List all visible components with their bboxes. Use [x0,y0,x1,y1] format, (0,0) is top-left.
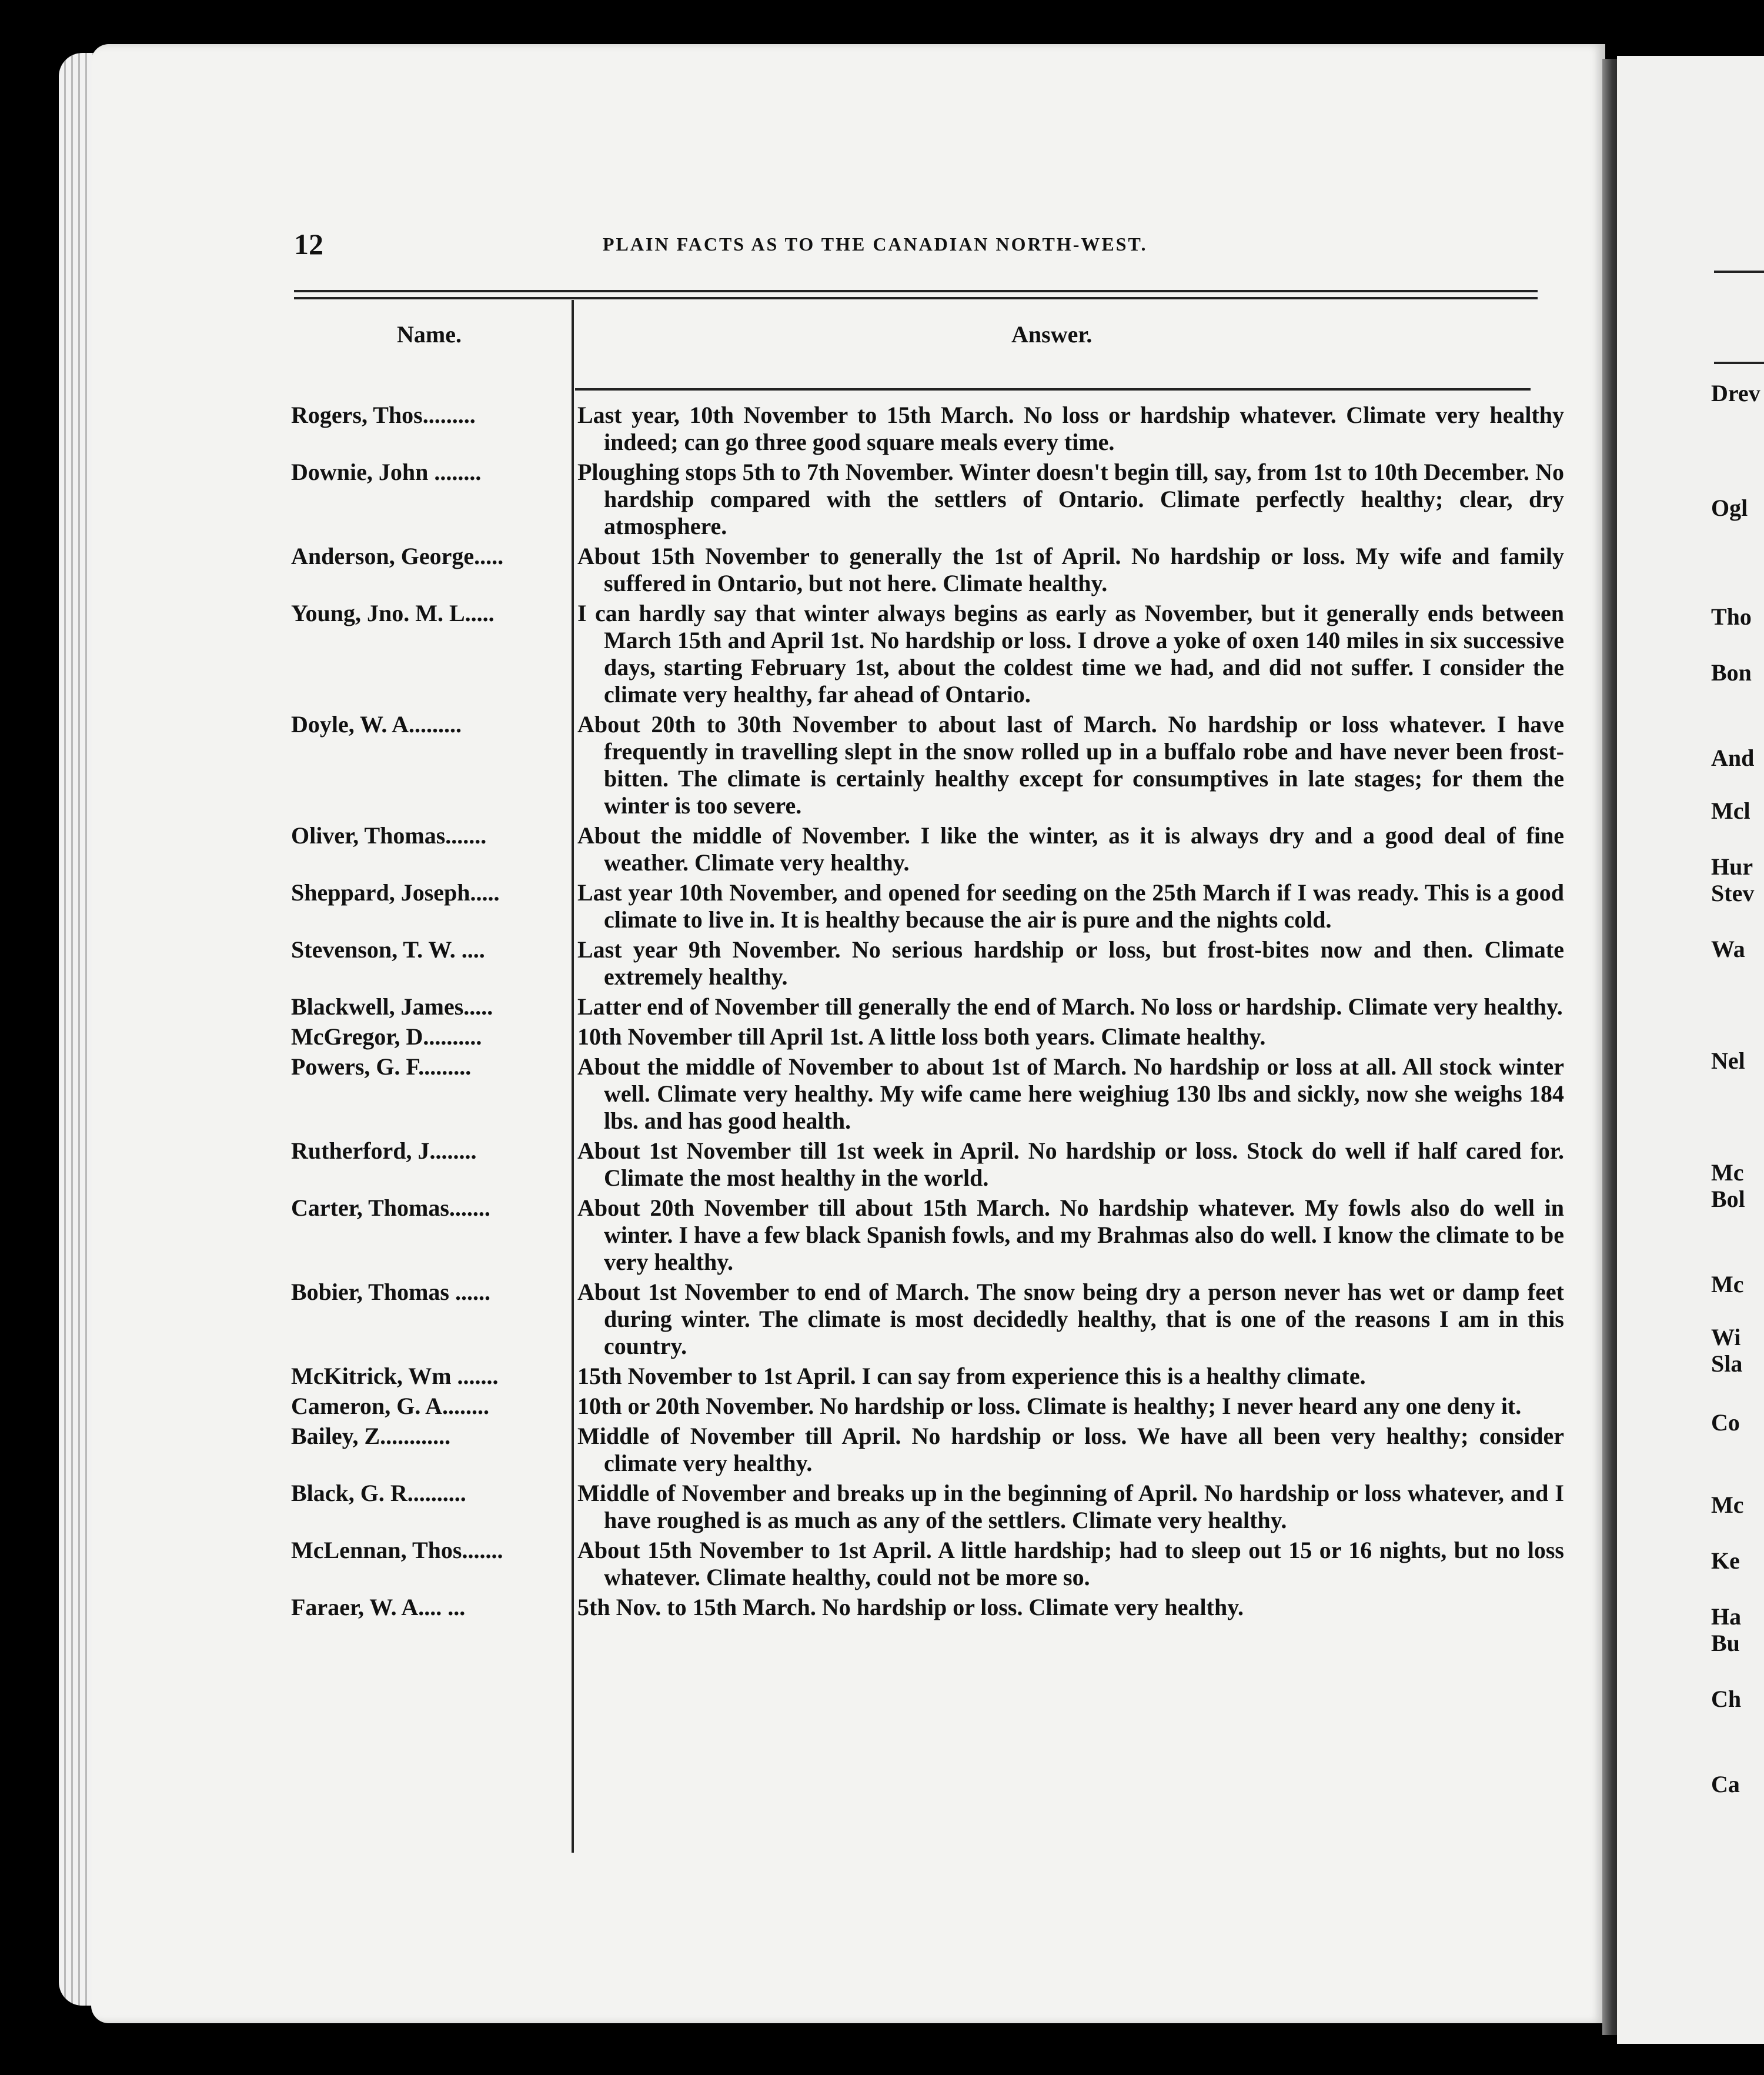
entry-name: Rogers, Thos......... [291,402,476,428]
right-page-fragment: Ke [1711,1547,1740,1574]
column-header-name: Name. [397,321,462,348]
header-rule-bottom [294,297,1538,299]
table-row [291,879,1564,933]
table-row [291,993,1563,1020]
entries-table [291,402,1564,1624]
entry-answer: About the middle of November to about 1st of March. No hardship or loss at all. All stock winter well. Climate very healthy. My wife came here weighiug 130 lbs and sickly, now she weighs 184 lbs. and has good health. [577,1053,1564,1134]
table-row [291,822,1564,876]
entry-answer: 15th November to 1st April. I can say from experience this is a healthy climate. [577,1363,1366,1389]
entry-answer: Last year 9th November. No serious hardship or loss, but frost-bites now and then. Climate extremely healthy. [577,936,1564,990]
entry-answer: 10th November till April 1st. A little loss both years. Climate healthy. [577,1023,1266,1050]
right-page-names [1711,0,1764,2075]
right-page-fragment: Wi [1711,1324,1741,1350]
right-page-fragment: Bon [1711,659,1752,686]
right-page-fragment: Co [1711,1409,1740,1436]
column-header-answer: Answer. [1011,321,1093,348]
right-page-fragment: Stev [1711,880,1755,906]
right-page-fragment: Bol [1711,1186,1745,1212]
table-row [291,1195,1564,1276]
right-page-fragment: Tho [1711,603,1752,630]
right-page-fragment: Ogl [1711,495,1748,521]
table-row [291,459,1564,540]
right-page-fragment: Nel [1711,1047,1745,1074]
table-row [291,1053,1564,1135]
entry-answer: 10th or 20th November. No hardship or loss. Climate is healthy; I never heard any one deny it. [577,1393,1522,1419]
right-page-rule-top [1714,271,1764,273]
right-page-fragment: Mcl [1711,798,1750,824]
table-row [291,1393,1538,1420]
entry-answer: I can hardly say that winter always begins as early as November, but it generally ends between March 15th and April 1st. No hardship or loss. I drove a yoke of oxen 140 miles in six successive days, starting February 1st, about the coldest time we had, and did not suffer. I consider the climate very healthy, far ahead of Ontario. [577,600,1564,708]
table-row [291,1423,1564,1477]
entry-name: Oliver, Thomas....... [291,822,487,849]
entry-name: McGregor, D.......... [291,1023,482,1050]
table-row [291,600,1564,708]
entry-answer: Last year, 10th November to 15th March. No loss or hardship whatever. Climate very healthy indeed; can go three good square meals every time. [577,402,1564,455]
entry-answer: 5th Nov. to 15th March. No hardship or loss. Climate very healthy. [577,1594,1244,1620]
entry-answer: Middle of November till April. No hardship or loss. We have all been very healthy; consider climate very healthy. [577,1423,1564,1476]
right-page-fragment: Mc [1711,1271,1744,1297]
entry-name: Downie, John ........ [291,459,482,485]
entry-name: Powers, G. F......... [291,1053,472,1080]
right-page-rule-col [1714,362,1764,364]
entry-name: Carter, Thomas....... [291,1195,490,1221]
entry-answer: About 1st November till 1st week in April. No hardship or loss. Stock do well if half cared for. Climate the most healthy in the world. [577,1137,1564,1191]
entry-name: McLennan, Thos....... [291,1537,503,1563]
running-title: PLAIN FACTS AS TO THE CANADIAN NORTH-WEST. [603,233,1148,255]
right-page-fragment: Bu [1711,1630,1740,1656]
table-row [291,1480,1564,1534]
right-page-fragment: Drev [1711,380,1760,406]
entry-name: Doyle, W. A......... [291,711,462,738]
right-page-fragment: Ha [1711,1603,1742,1630]
table-row [291,1137,1564,1192]
table-row [291,1023,1538,1050]
entry-answer: About 20th to 30th November to about last of March. No hardship or loss whatever. I have frequently in travelling slept in the snow rolled up in a buffalo robe and have never been frost-bitten. The climate is certainly healthy except for consumptives in late stages; for them the winter is too severe. [577,711,1564,819]
entry-name: Young, Jno. M. L..... [291,600,495,626]
table-row [291,936,1564,990]
entry-name: Rutherford, J........ [291,1137,477,1164]
right-page-fragment: Hur [1711,853,1753,880]
table-row [291,1537,1564,1591]
right-page-fragment: Sla [1711,1350,1743,1377]
entry-name: Bobier, Thomas ...... [291,1279,490,1305]
entry-answer: Last year 10th November, and opened for seeding on the 25th March if I was ready. This is a good climate to live in. It is healthy because the air is pure and the nights cold. [577,879,1564,933]
entry-name: Black, G. R.......... [291,1480,466,1506]
entry-name: Anderson, George..... [291,543,504,569]
table-row [291,402,1564,456]
right-page-fragment: Ch [1711,1686,1742,1712]
right-page-fragment: Ca [1711,1771,1740,1797]
page-number: 12 [294,228,323,261]
entry-name: McKitrick, Wm ....... [291,1363,499,1389]
right-page-fragment: And [1711,745,1755,771]
table-row [291,543,1564,597]
right-page-fragment: Wa [1711,936,1745,962]
entry-name: Sheppard, Joseph..... [291,879,500,906]
entry-answer: Middle of November and breaks up in the beginning of April. No hardship or loss whatever, and I have roughed is as much as any of the settlers. Climate very healthy. [577,1480,1564,1533]
entry-name: Blackwell, James..... [291,993,493,1020]
entry-answer: About 15th November to generally the 1st of April. No hardship or loss. My wife and family suffered in Ontario, but not here. Climate healthy. [577,543,1564,596]
table-row [291,1594,1538,1621]
entry-name: Cameron, G. A........ [291,1393,490,1419]
entry-answer: About the middle of November. I like the winter, as it is always dry and a good deal of fine weather. Climate very healthy. [577,822,1564,876]
answer-column-rule [575,388,1531,391]
table-row [291,1363,1538,1390]
entry-answer: Latter end of November till generally the end of March. No loss or hardship. Climate very healthy. [577,993,1563,1020]
table-row [291,711,1564,819]
entry-name: Bailey, Z............ [291,1423,451,1449]
right-page-fragment: Mc [1711,1159,1744,1186]
header-rule-top [294,290,1538,292]
entry-answer: Ploughing stops 5th to 7th November. Winter doesn't begin till, say, from 1st to 10th December. No hardship compared with the settlers of Ontario. Climate perfectly healthy; clear, dry atmosphere. [577,459,1564,539]
table-row [291,1279,1564,1360]
right-page-fragment: Mc [1711,1492,1744,1518]
entry-name: Faraer, W. A.... ... [291,1594,466,1620]
entry-answer: About 20th November till about 15th March. No hardship whatever. My fowls also do well in winter. I have a few black Spanish fowls, and my Brahmas also do well. I know the climate to be very healthy. [577,1195,1564,1275]
entry-answer: About 15th November to 1st April. A little hardship; had to sleep out 15 or 16 nights, but no loss whatever. Climate healthy, could not be more so. [577,1537,1564,1590]
entry-name: Stevenson, T. W. .... [291,936,485,963]
entry-answer: About 1st November to end of March. The snow being dry a person never has wet or damp feet during winter. The climate is most decidedly healthy, that is one of the reasons I am in this country. [577,1279,1564,1359]
